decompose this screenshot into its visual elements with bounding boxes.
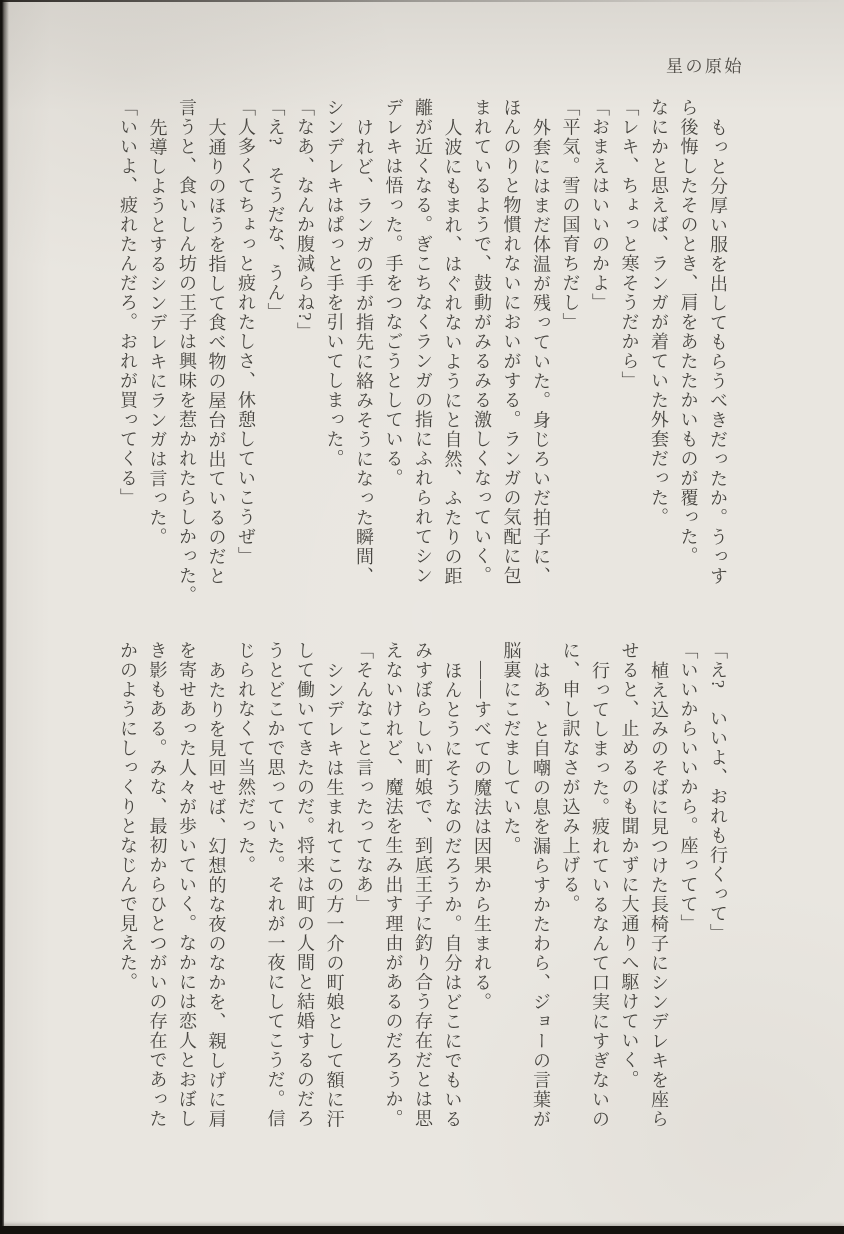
text-line: えないけれど、魔法を生み出す理由があるのだろうか。 [383,641,404,1129]
text-line: もっと分厚い服を出してもらうべきだったか。うっす [708,117,728,586]
text-line: かのようにしっくりとなじんで見えた。 [118,641,138,992]
text-line: 「え? いいよ、おれも行くって」 [708,641,728,943]
page-header-title: 星の原始 [666,57,744,76]
text-line: を寄せあった人々が歩いていく。なかには恋人とおぼし [177,641,197,1129]
text-line: なにかと思えば、ランガが着ていた外套だった。 [649,98,669,527]
text-line: 「おまえはいいのかよ」 [590,98,610,313]
text-line: 「そんなこと言ったってなあ」 [354,641,374,914]
text-line: ら後悔したそのとき、肩をあたたかいものが覆った。 [678,98,699,566]
text-line: 人波にもまれ、はぐれないようにと自然、ふたりの距 [442,117,463,586]
text-line: 「人多くてちょっと疲れたしさ、休憩していこうぜ」 [236,98,256,566]
text-line: 脳裏にこだましていた。 [501,641,522,856]
text-line: して働いてきたのだ。将来は町の人間と結婚するのだろ [295,641,315,1129]
text-line: ほんとうにそうなのだろうか。自分はどこにでもいる [442,660,463,1129]
text-line: 「なあ、なんか腹減らね?」 [295,98,315,342]
text-line: シンデレキはぱっと手を引いてしまった。 [324,98,345,469]
text-line: 大通りのほうを指して食べ物の屋台が出ているのだと [206,117,227,586]
text-line: 「レキ、ちょっと寒そうだから」 [619,98,640,391]
text-line: 行ってしまった。疲れているなんて口実にすぎないの [590,660,610,1129]
scan-edge-top [0,0,844,2]
text-line: うとどこかで思っていた。それが一夜にしてこうだ。信 [265,641,286,1129]
text-line: 言うと、食いしん坊の王子は興味を惹かれたらしかった。 [177,98,197,605]
text-line: 先導しようとするシンデレキにランガは言った。 [147,117,168,547]
text-line: 外套にはまだ体温が残っていた。身じろいだ拍子に、 [531,117,551,586]
text-line: き影もある。みな、最初からひとつがいの存在であった [147,641,168,1129]
scan-edge-bottom [0,1226,844,1234]
text-line: 「え? そうだな、うん」 [265,98,286,322]
text-line: デレキは悟った。手をつなごうとしている。 [383,98,404,488]
text-line: 「いいからいいから。座ってて」 [678,641,699,934]
text-line: ほんのりと物慣れないにおいがする。ランガの気配に包 [501,98,522,586]
text-line: みすぼらしい町娘で、到底王子に釣り合う存在だとは思 [413,641,433,1129]
text-line: せると、止めるのも聞かずに大通りへ駆けていく。 [619,641,640,1090]
text-line: はあ、と自嘲の息を漏らすかたわら、ジョーの言葉が [531,660,551,1129]
text-line: 「いいよ、疲れたんだろ。おれが買ってくる」 [118,98,138,508]
text-line: シンデレキは生まれてこの方一介の町娘として額に汗 [324,660,345,1129]
text-line: ――すべての魔法は因果から生まれる。 [472,660,492,1012]
text-line: 離が近くなる。ぎこちなくランガの指にふれられてシン [413,98,433,586]
text-block-lower [110,641,732,1171]
text-line: あたりを見回せば、幻想的な夜のなかを、親しげに肩 [206,660,227,1129]
text-line: 「平気。雪の国育ちだし」 [560,98,581,332]
text-block-upper [110,98,732,633]
scan-edge-left [0,0,9,1234]
text-line: まれているようで、鼓動がみるみる激しくなっていく。 [472,98,492,586]
text-line: じられなくて当然だった。 [236,641,256,875]
text-line: 植え込みのそばに見つけた長椅子にシンデレキを座ら [649,660,669,1129]
text-line: けれど、ランガの手が指先に絡みそうになった瞬間、 [354,117,374,586]
text-line: に、申し訳なさが込み上げる。 [560,641,581,914]
